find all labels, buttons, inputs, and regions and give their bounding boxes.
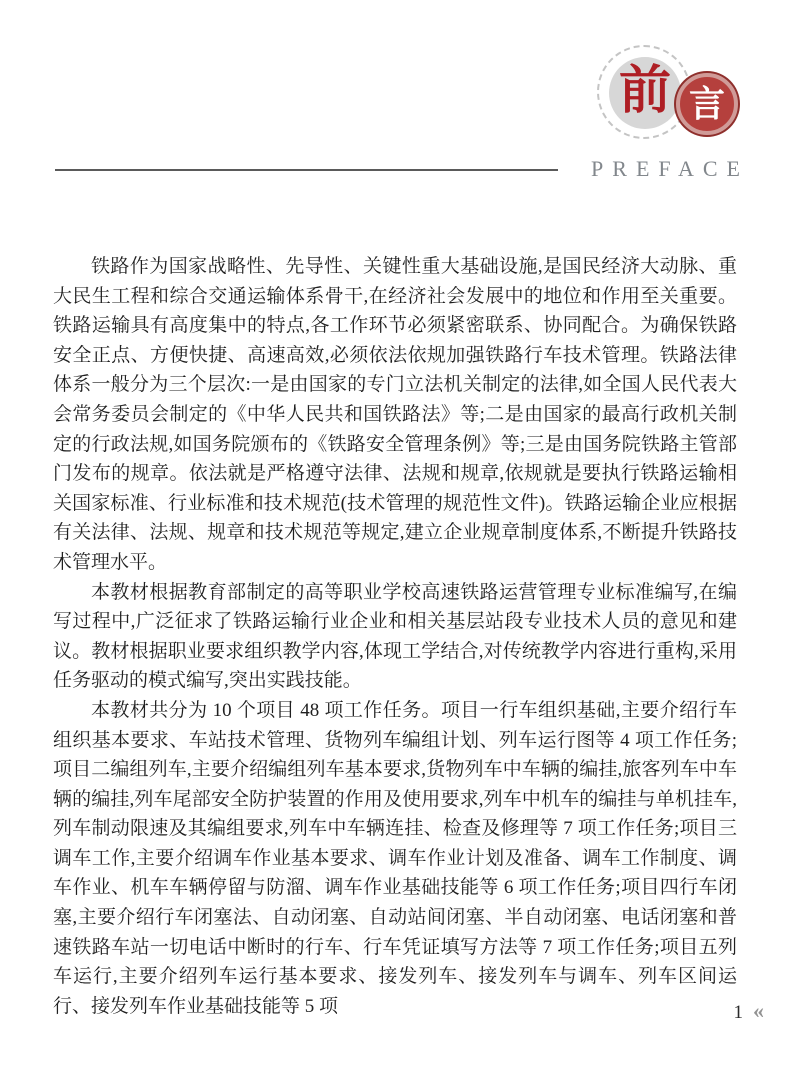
guillemet-icon: « [753,998,762,1023]
qian-circle-icon [609,57,681,129]
yan-badge-icon [676,73,738,135]
preface-paragraph-1: 铁路作为国家战略性、先导性、关键性重大基础设施,是国民经济大动脉、重大民生工程和综合交通运输体系骨干,在经济社会发展中的地位和作用至关重要。铁路运输具有高度集中的特点,各工作环节必须紧密联系、协同配合。为确保铁路安全正点、方便快捷、高速高效,必须依法依规加强铁路行车技术管理。铁路法律体系一般分为三个层次:一是由国家的专门立法机关制定的法律,如全国人民代表大会常务委员会制定的《中华人民共和国铁路法》等;二是由国家的最高行政机关制定的行政法规,如国务院颁布的《铁路安全管理条例》等;三是由国务院铁路主管部门发布的规章。依法就是严格遵守法律、法规和规章,依规就是要执行铁路运输相关国家标准、行业标准和技术规范(技术管理的规范性文件)。铁路运输企业应根据有关法律、法规、规章和技术规范等规定,建立企业规章制度体系,不断提升铁路技术管理水平。 [53,256,737,573]
yan-character: 言 [688,84,725,124]
preface-title-english: PREFACE [591,156,749,181]
divider-line [55,169,558,171]
preface-paragraph-3: 本教材共分为 10 个项目 48 项工作任务。项目一行车组织基础,主要介绍行车组织基本要求、车站技术管理、货物列车编组计划、列车运行图等 4 项工作任务;项目二编组列车,主要介绍编组列车基本要求,货物列车中车辆的编挂,旅客列车中车辆的编挂,列车尾部安全防护装置的作用及使用要求,列车中机车的编挂与单机挂车,列车制动限速及其编组要求,列车中车辆连挂、检查及修理等 7 项工作任务;项目三调车工作,主要介绍调车作业基本要求、调车作业计划及准备、调车工作制度、调车作业、机车车辆停留与防溜、调车作业基础技能等 6 项工作任务;项目四行车闭塞,主要介绍行车闭塞法、自动闭塞、自动站间闭塞、半自动闭塞、电话闭塞和普速铁路车站一切电话中断时的行车、行车凭证填写方法等 7 项工作任务;项目五列车运行,主要介绍列车运行基本要求、接发列车、接发列车与调车、列车区间运行、接发列车作业基础技能等 5 项 [53,699,737,1017]
page-footer [734,998,763,1024]
preface-logo [595,42,745,157]
qian-character: 前 [618,63,671,120]
preface-paragraph-2: 本教材根据教育部制定的高等职业学校高速铁路运营管理专业标准编写,在编写过程中,广泛征求了铁路运输行业企业和相关基层站段专业技术人员的意见和建议。教材根据职业要求组织教学内容,体现工学结合,对传统教学内容进行重构,采用任务驱动的模式编写,突出实践技能。 [53,581,737,692]
preface-body [53,252,737,1021]
page-number: 1 [733,1002,743,1023]
